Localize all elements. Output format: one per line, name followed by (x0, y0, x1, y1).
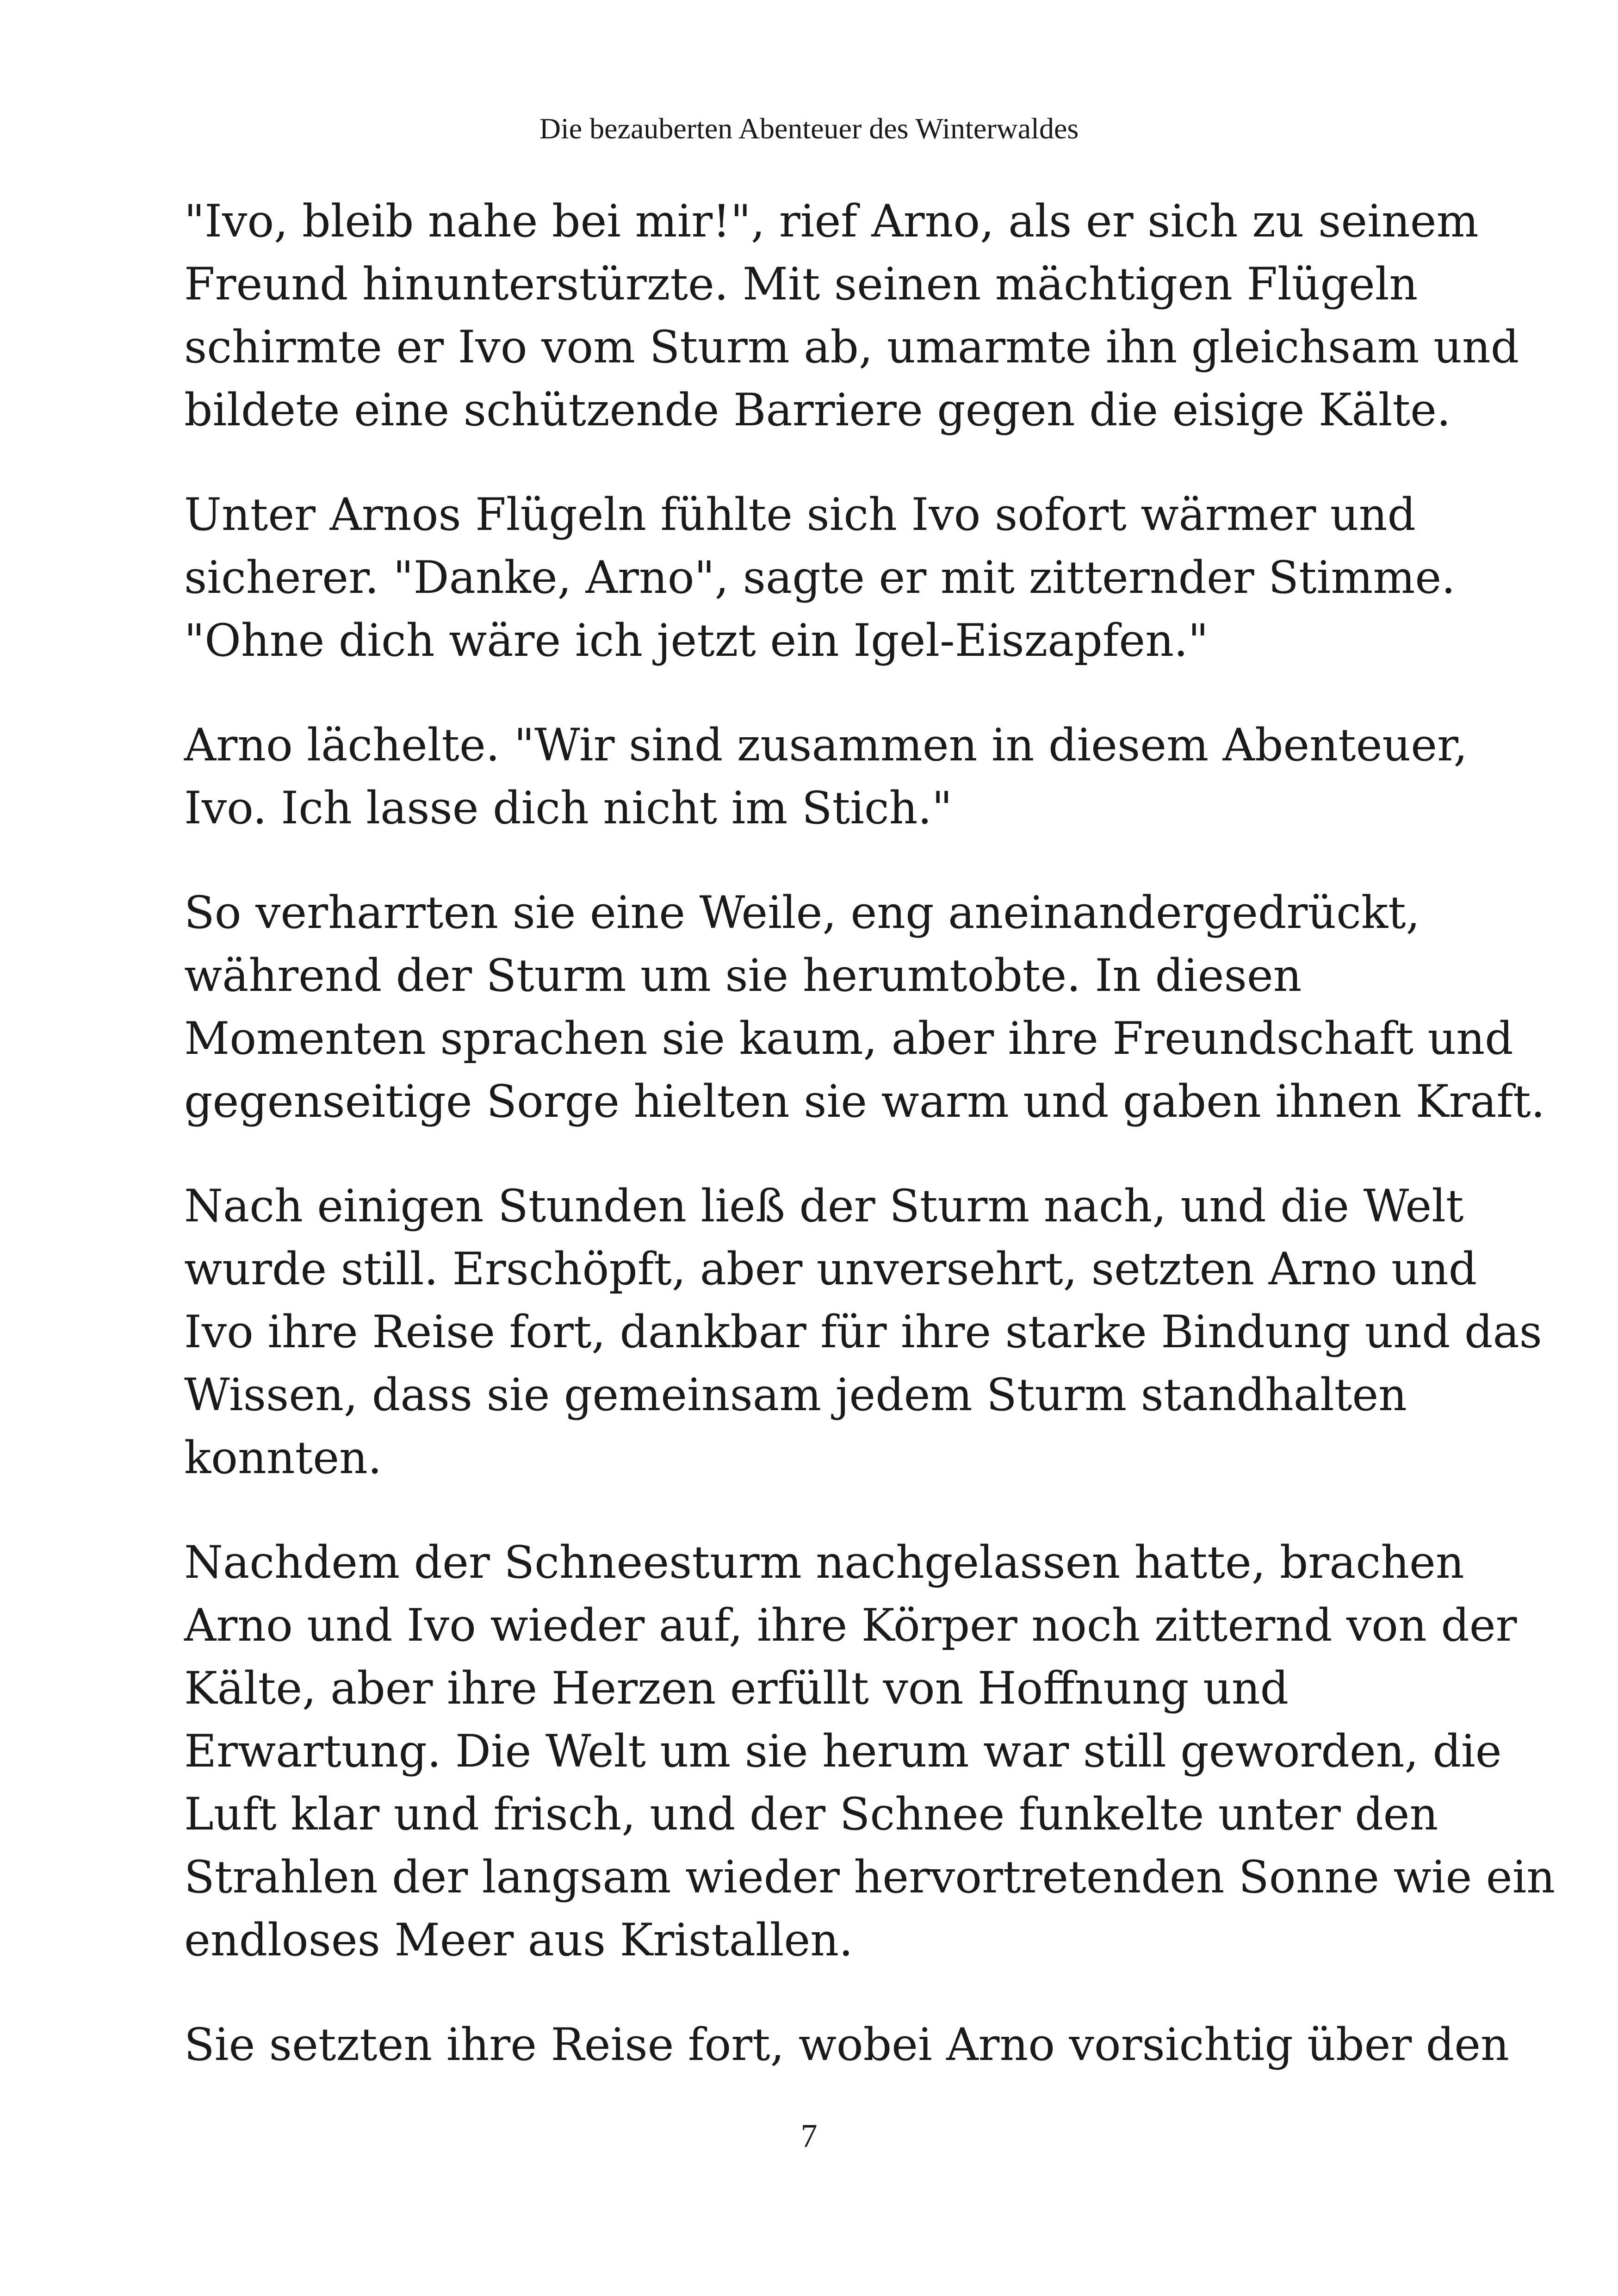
paragraph (184, 2013, 1509, 2076)
text-line: "Ivo, bleib nahe bei mir!", rief Arno, als er sich zu seinem (184, 195, 1479, 247)
paragraph (184, 483, 1470, 672)
text-line: "Ohne dich wäre ich jetzt ein Igel-Eiszapfen." (184, 615, 1209, 666)
text-line: Wissen, dass sie gemeinsam jedem Sturm standhalten (184, 1369, 1407, 1421)
text-line: Momenten sprachen sie kaum, aber ihre Freundschaft und (184, 1013, 1513, 1064)
paragraph (184, 1175, 1542, 1489)
text-line: schirmte er Ivo vom Sturm ab, umarmte ihn gleichsam und (184, 321, 1519, 373)
text-line: Kälte, aber ihre Herzen erfüllt von Hoffnung und (184, 1662, 1289, 1714)
text-line: Arno und Ivo wieder auf, ihre Körper noch zitternd von der (184, 1599, 1517, 1651)
text-line: Ivo. Ich lasse dich nicht im Stich." (184, 782, 953, 834)
text-line: konnten. (184, 1432, 382, 1484)
text-line: Strahlen der langsam wieder hervortretenden Sonne wie ein (184, 1851, 1556, 1903)
paragraph (184, 881, 1545, 1133)
text-line: Unter Arnos Flügeln fühlte sich Ivo sofort wärmer und (184, 489, 1416, 541)
text-line: So verharrten sie eine Weile, eng aneinandergedrückt, (184, 887, 1420, 939)
page-number: 7 (800, 2117, 818, 2154)
text-line: bildete eine schützende Barriere gegen die eisige Kälte. (184, 384, 1451, 436)
text-line: endloses Meer aus Kristallen. (184, 1914, 853, 1966)
text-line: Freund hinunterstürzte. Mit seinen mächtigen Flügeln (184, 258, 1418, 310)
paragraph (184, 190, 1519, 442)
text-line: Sie setzten ihre Reise fort, wobei Arno vorsichtig über den (184, 2019, 1509, 2071)
text-line: sicherer. "Danke, Arno", sagte er mit zitternder Stimme. (184, 552, 1456, 604)
text-line: Nachdem der Schneesturm nachgelassen hatte, brachen (184, 1537, 1464, 1588)
text-line: Luft klar und frisch, und der Schnee funkelte unter den (184, 1788, 1438, 1840)
running-header: Die bezauberten Abenteuer des Winterwaldes (539, 112, 1079, 145)
text-line: wurde still. Erschöpft, aber unversehrt, setzten Arno und (184, 1243, 1477, 1295)
text-line: Arno lächelte. "Wir sind zusammen in diesem Abenteuer, (184, 719, 1468, 771)
body-text (184, 190, 1556, 2118)
text-line: Nach einigen Stunden ließ der Sturm nach, und die Welt (184, 1180, 1464, 1232)
text-line: Ivo ihre Reise fort, dankbar für ihre starke Bindung und das (184, 1306, 1542, 1358)
text-line: gegenseitige Sorge hielten sie warm und gaben ihnen Kraft. (184, 1076, 1545, 1127)
paragraph (184, 1531, 1556, 1972)
paragraph (184, 714, 1470, 840)
text-line: während der Sturm um sie herumtobte. In diesen (184, 950, 1302, 1002)
text-line: Erwartung. Die Welt um sie herum war still geworden, die (184, 1725, 1502, 1777)
